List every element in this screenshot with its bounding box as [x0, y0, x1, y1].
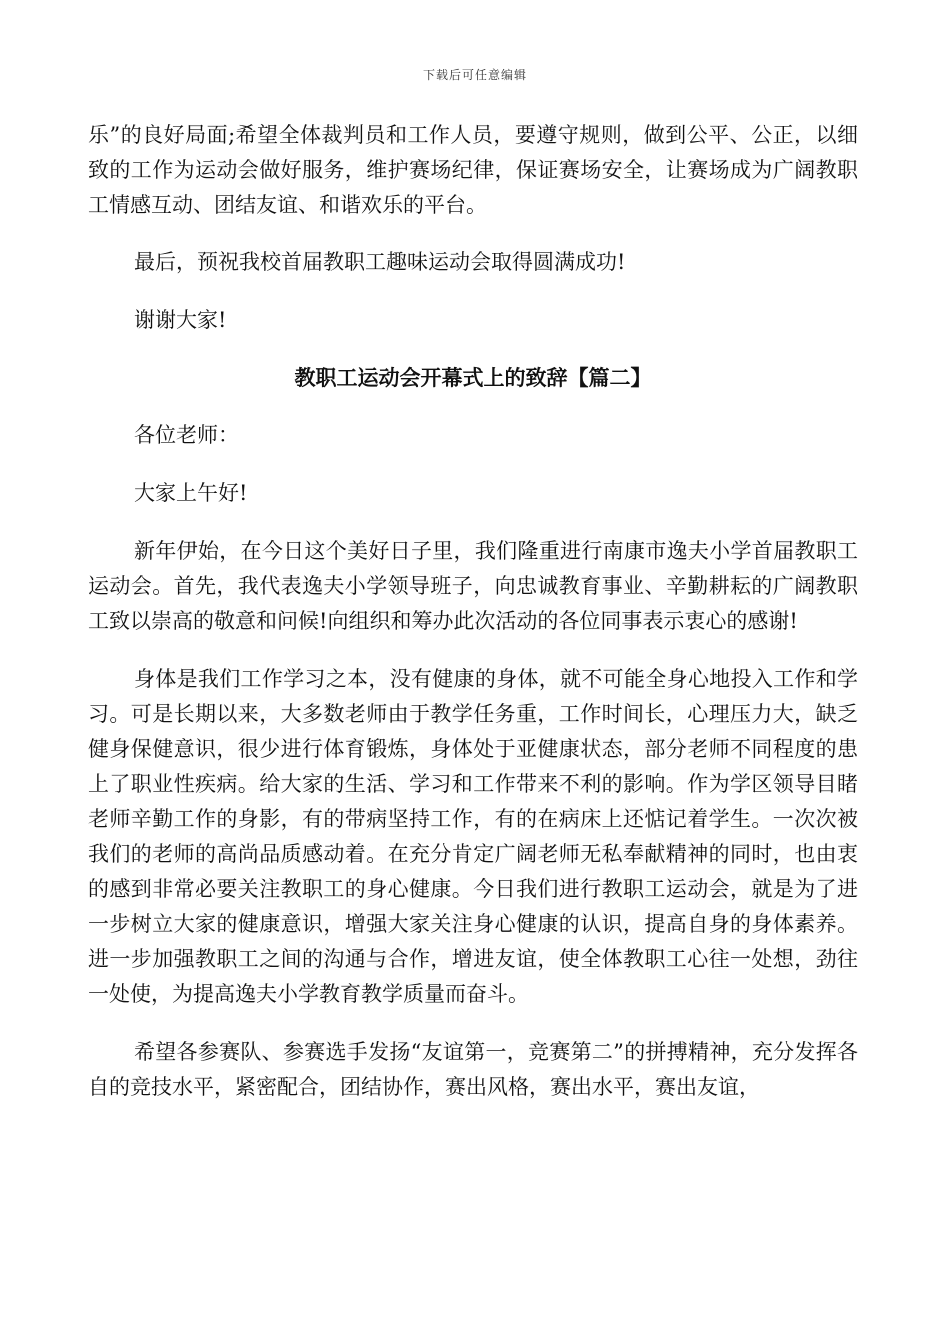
paragraph-thanks: 谢谢大家!: [134, 308, 227, 332]
paragraph-health: 身体是我们工作学习之本，没有健康的身体，就不可能全身心地投入工作和学习。可是长期以来，大多数老师由于教学任务重，工作时间长，心理压力大，缺乏健身保健意识，很少进行体育锻炼，身体处于亚健康状态，部分老师不同程度的患上了职业性疾病。给大家的生活、学习和工作带来不利的影响。作为学区领导目睹老师辛勤工作的身影，有的带病坚持工作，有的在病床上还惦记着学生。一次次被我们的老师的高尚品质感动着。在充分肯定广阔老师无私奉献精神的同时，也由衷的感到非常必要关注教职工的身心健康。今日我们进行教职工运动会，就是为了进一步树立大家的健康意识，增强大家关注身心健康的认识，提高自身的身体素养。进一步加强教职工之间的沟通与合作，增进友谊，使全体教职工心往一处想，劲往一处使，为提高逸夫小学教育教学质量而奋斗。: [88, 667, 858, 1006]
section-title: 教职工运动会开幕式上的致辞【篇二】: [294, 365, 652, 390]
document-body: [88, 118, 858, 1105]
paragraph-opening: 新年伊始，在今日这个美好日子里，我们隆重进行南康市逸夫小学首届教职工运动会。首先，我代表逸夫小学领导班子，向忠诚教育事业、辛勤耕耘的广阔教职工致以崇高的敬意和问候!向组织和筹办此次活动的各位同事表示衷心的感谢!: [88, 539, 858, 633]
paragraph-continuation: 乐”的良好局面;希望全体裁判员和工作人员，要遵守规则，做到公平、公正，以细致的工作为运动会做好服务，维护赛场纪律，保证赛场安全，让赛场成为广阔教职工情感互动、团结友谊、和谐欢乐的平台。: [88, 123, 858, 217]
paragraph-hope: 希望各参赛队、参赛选手发扬“友谊第一，竞赛第二”的拼搏精神，充分发挥各自的竞技水平，紧密配合，团结协作，赛出风格，赛出水平，赛出友谊，: [88, 1040, 858, 1099]
paragraph-closing-wish: 最后，预祝我校首届教职工趣味运动会取得圆满成功!: [134, 250, 626, 274]
paragraph-salutation: 各位老师：: [134, 423, 239, 447]
paragraph-greeting: 大家上午好!: [134, 481, 248, 505]
header-note: 下载后可任意编辑: [422, 68, 527, 82]
